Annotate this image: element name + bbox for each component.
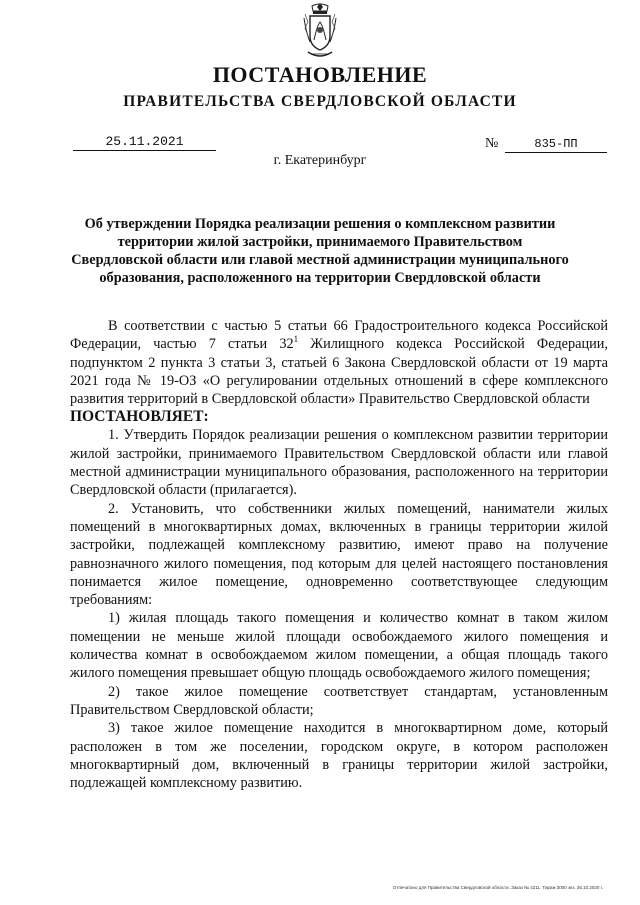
decree-word: ПОСТАНОВЛЯЕТ: — [70, 408, 209, 426]
print-footer: Отпечатано для Правительства Свердловской области. Заказ № 4211. Тираж 3000 экз. 26.10.2020 г. — [392, 885, 603, 890]
document-date: 25.11.2021 — [73, 134, 216, 151]
document-number: 835-ПП — [505, 137, 607, 153]
document-city: г. Екатеринбург — [273, 153, 367, 168]
item-2-3-paragraph: 3) такое жилое помещение находится в многоквартирном доме, который расположен в том же поселении, городском округе, в котором расположен многоквартирный дом, включенный в границы территории жилой застройки, подлежащей комплексному развитию. — [70, 720, 608, 792]
document-body — [70, 317, 608, 792]
preamble-part1: В соответствии с частью 5 статьи 66 Градостроительного кодекса Российской Федерации, частью 7 статьи 32 — [70, 318, 608, 353]
number-sign: № — [485, 136, 499, 151]
preamble-part2: Жилищного кодекса Российской Федерации, подпунктом 2 пункта 3 статьи 3, статьей 6 Закона Свердловской области от 19 марта 2021 года № 19-ОЗ «О регулировании отдельных отношений в сфере комплексного развития территорий в Свердловской области» Правительство Свердловской области — [70, 336, 608, 408]
coat-of-arms-icon — [302, 2, 338, 60]
document-subtitle: ПРАВИТЕЛЬСТВА СВЕРДЛОВСКОЙ ОБЛАСТИ — [123, 93, 517, 110]
item-2-paragraph: 2. Установить, что собственники жилых помещений, наниматели жилых помещений в многоквартирных домах, включенных в границы территории жилой застройки, подлежащей комплексному развитию, имеют право на получение равнозначного жилого помещения, под которым для целей настоящего постановления понимается жилое помещение, одновременно соответствующее следующим требованиям: — [70, 500, 608, 609]
document-title: ПОСТАНОВЛЕНИЕ — [212, 62, 428, 87]
preamble-paragraph — [70, 317, 608, 408]
item-2-2-paragraph: 2) такое жилое помещение соответствует стандартам, установленным Правительством Свердловской области; — [70, 683, 608, 718]
document-heading: Об утверждении Порядка реализации решения о комплексном развитии территории жилой застройки, принимаемого Правительством Свердловской области или главой местной администрации муниципального образования, расположенного на территории Свердловской области — [71, 216, 569, 286]
item-2-1-paragraph: 1) жилая площадь такого помещения и количество комнат в таком жилом помещении не меньше жилой площади освобождаемого жилого помещения и количества комнат в освобождаемом жилом помещении, а общая площадь такого жилого помещения превышает общую площадь освобождаемого жилого помещения; — [70, 610, 608, 682]
article-superscript: 1 — [293, 334, 299, 345]
item-1-paragraph: 1. Утвердить Порядок реализации решения о комплексном развитии территории жилой застройки, принимаемого Правительством Свердловской области или главой местной администрации муниципального образования, расположенного на территории Свердловской области (прилагается). — [70, 427, 608, 499]
